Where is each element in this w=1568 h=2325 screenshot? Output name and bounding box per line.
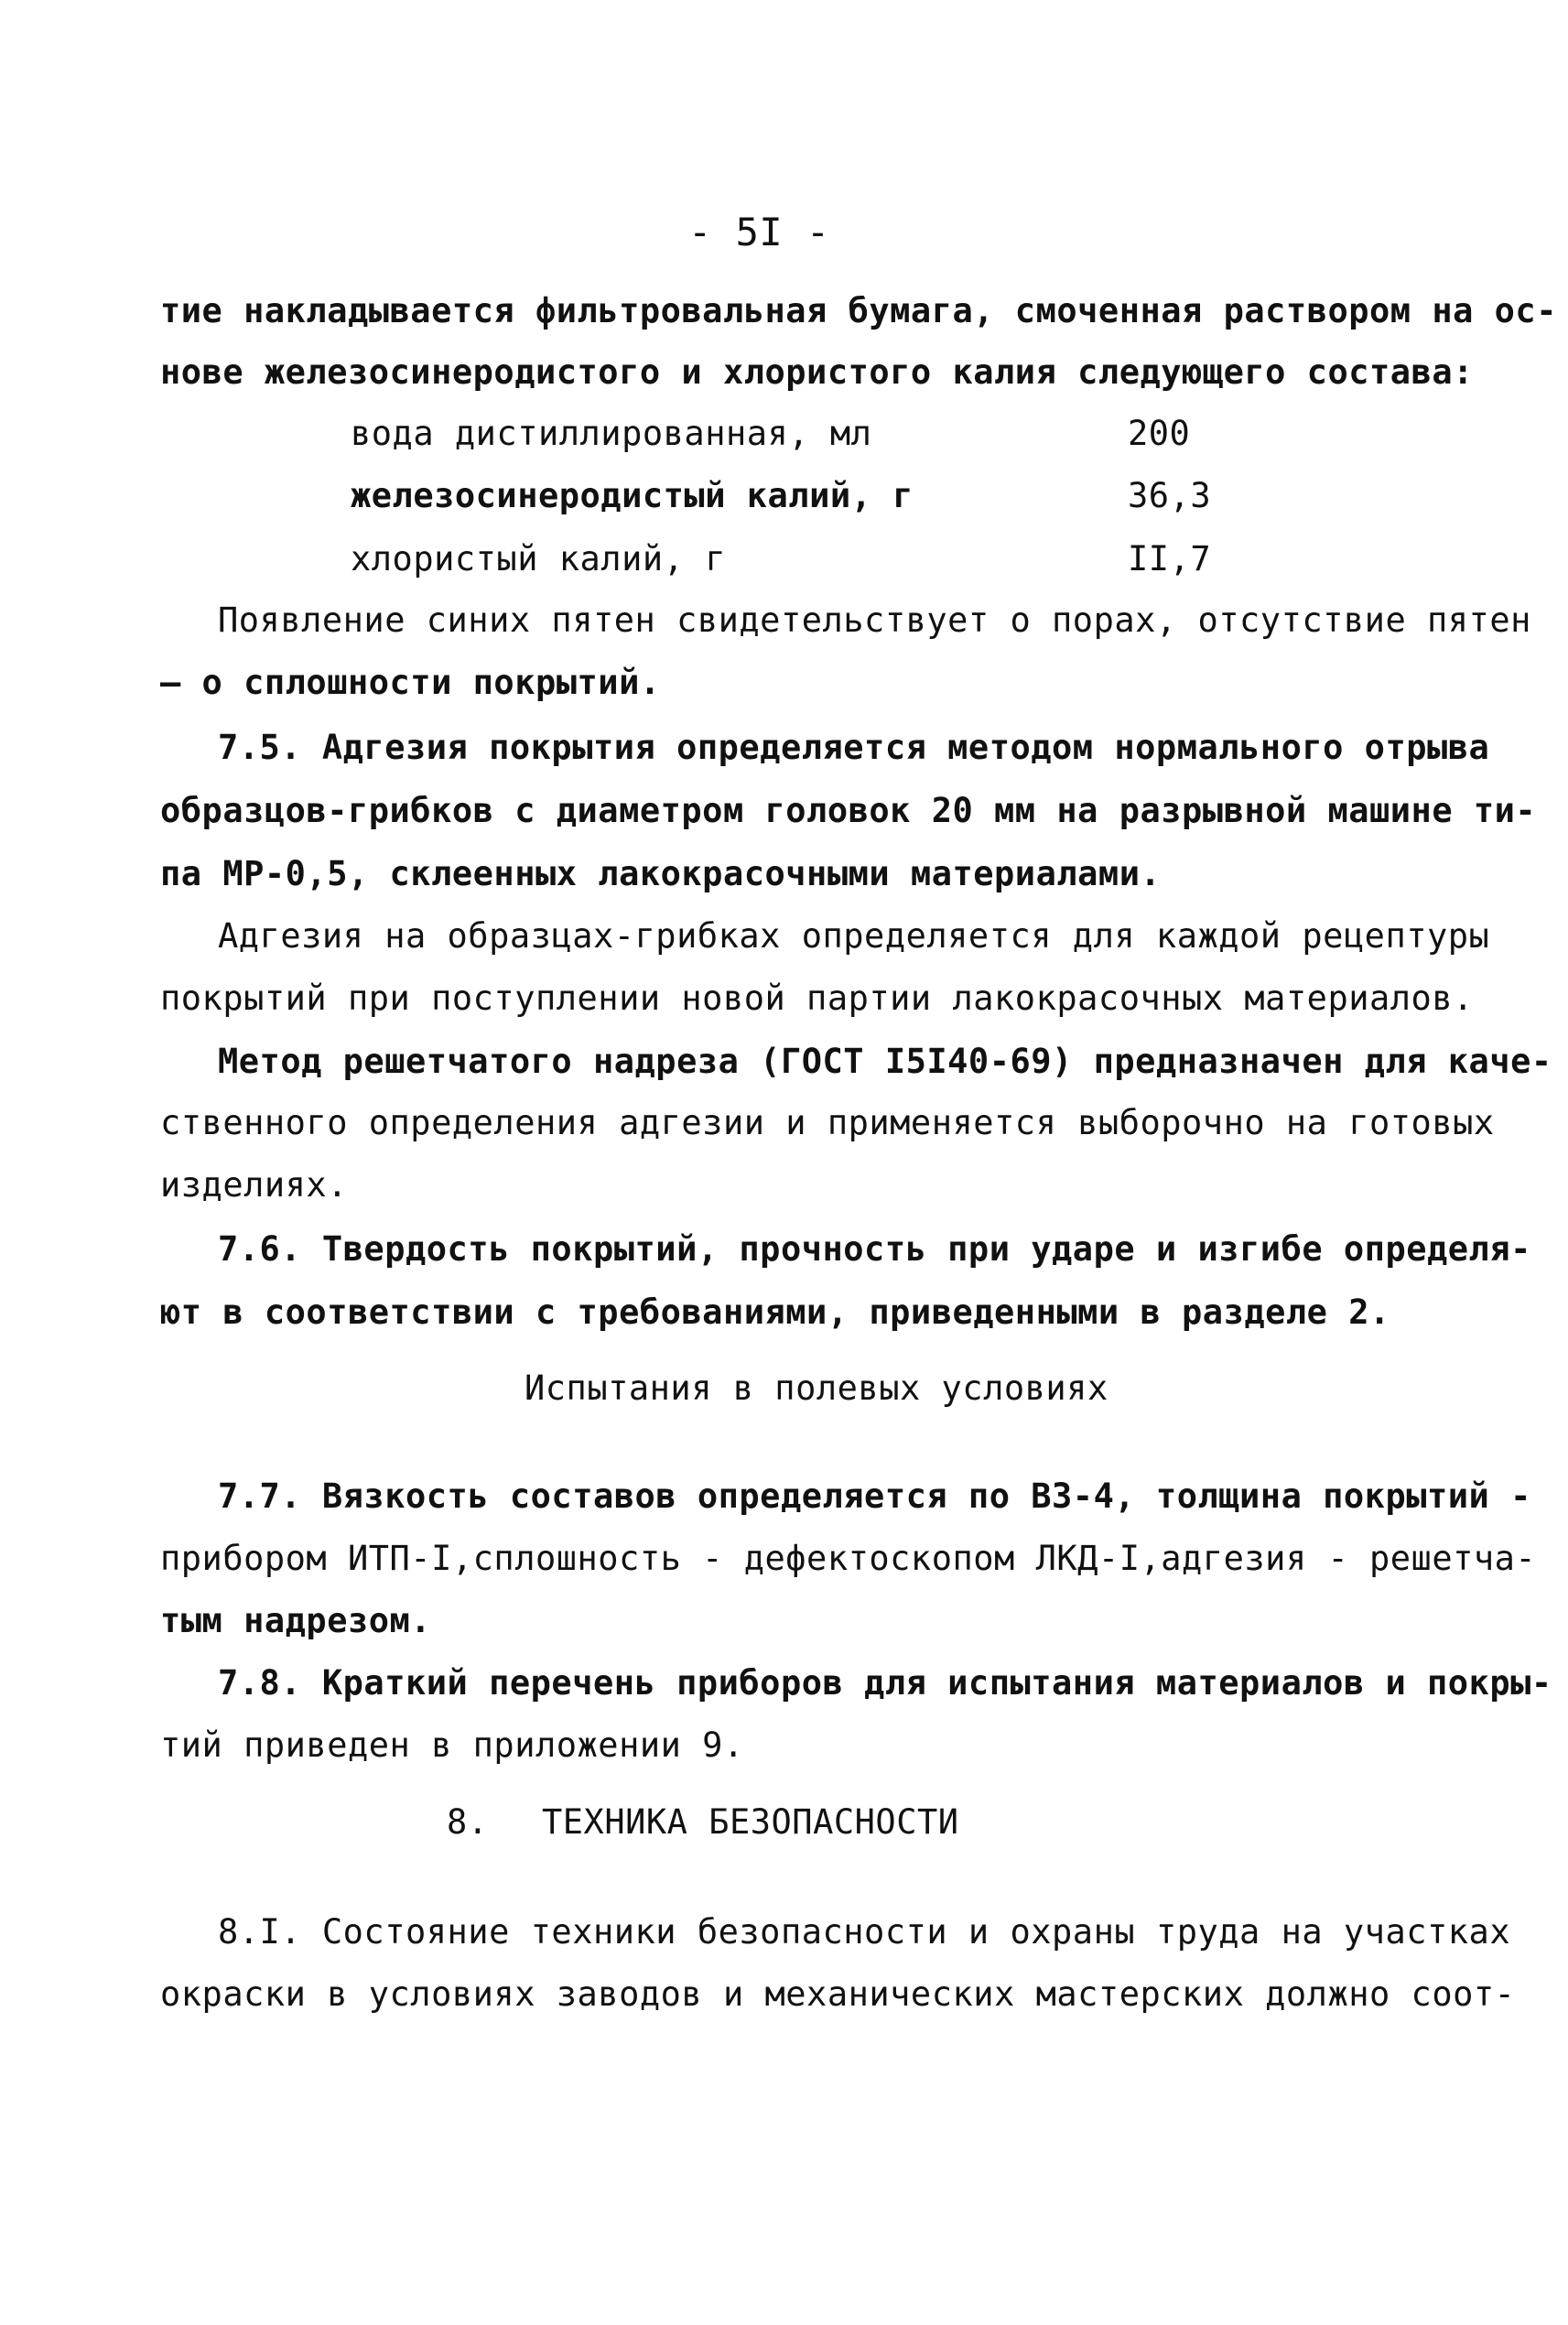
intro-line-2: нове железосинеродистого и хлористого калия следующего состава: — [160, 352, 1474, 392]
method-line-1: Метод решетчатого надреза (ГОСТ I5I40-69) предназначен для каче- — [218, 1042, 1552, 1081]
para-8-1-line-1: 8.I. Состояние техники безопасности и охраны труда на участках — [218, 1912, 1511, 1952]
composition-name-1: вода дистиллированная, мл — [351, 414, 872, 453]
method-line-3: изделиях. — [160, 1165, 348, 1205]
spots-line-2: – о сплошности покрытий. — [160, 663, 661, 702]
composition-name-3: хлористый калий, г — [351, 539, 726, 579]
composition-name-2: железосинеродистый калий, г — [351, 476, 914, 515]
section-heading-field-tests: Испытания в полевых условиях — [524, 1368, 1108, 1408]
para-7-5-line-3: па МР-0,5, склеенных лакокрасочными материалами. — [160, 854, 1162, 893]
composition-value-3: II,7 — [1128, 539, 1212, 579]
para-7-8-line-2: тий приведен в приложении 9. — [160, 1725, 744, 1765]
para-7-6-line-1: 7.6. Твердость покрытий, прочность при ударе и изгибе определя- — [218, 1229, 1531, 1269]
page-number: - 5I - — [688, 210, 830, 254]
para-7-7-line-2: прибором ИТП-I,сплошность - дефектоскопом ЛКД-I,адгезия - решетча- — [160, 1539, 1537, 1578]
para-7-8-line-1: 7.8. Краткий перечень приборов для испытания материалов и покры- — [218, 1663, 1552, 1703]
composition-value-2: 36,3 — [1128, 476, 1212, 515]
para-7-7-line-1: 7.7. Вязкость составов определяется по ВЗ-4, толщина покрытий - — [218, 1476, 1531, 1516]
para-7-6-line-2: ют в соответствии с требованиями, приведенными в разделе 2. — [160, 1292, 1390, 1332]
adhesion-line-1: Адгезия на образцах-грибках определяется для каждой рецептуры — [218, 916, 1490, 956]
section-8-title: ТЕХНИКА БЕЗОПАСНОСТИ — [542, 1802, 959, 1842]
spots-line-1: Появление синих пятен свидетельствует о порах, отсутствие пятен — [218, 600, 1531, 640]
adhesion-line-2: покрытий при поступлении новой партии лакокрасочных материалов. — [160, 979, 1474, 1018]
para-7-5-line-2: образцов-грибков с диаметром головок 20 мм на разрывной машине ти- — [160, 791, 1537, 830]
method-line-2: ственного определения адгезии и применяется выборочно на готовых — [160, 1103, 1495, 1142]
composition-value-1: 200 — [1128, 414, 1191, 453]
para-7-7-line-3: тым надрезом. — [160, 1601, 432, 1640]
para-8-1-line-2: окраски в условиях заводов и механических мастерских должно соот- — [160, 1974, 1516, 2014]
para-7-5-line-1: 7.5. Адгезия покрытия определяется методом нормального отрыва — [218, 728, 1490, 767]
intro-line-1: тие накладывается фильтровальная бумага, смоченная раствором на ос- — [160, 291, 1557, 330]
section-8-number: 8. — [447, 1802, 489, 1842]
